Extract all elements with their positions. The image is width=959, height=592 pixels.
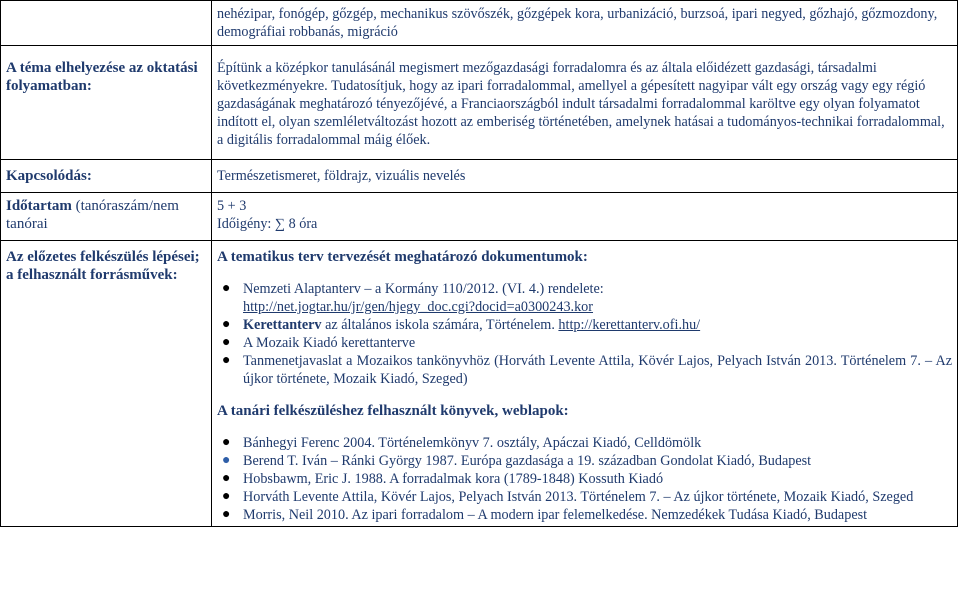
prep-label-cell <box>1 241 212 527</box>
list-item <box>222 352 952 388</box>
bullet-icon: ● <box>222 489 231 504</box>
book-text: Horváth Levente Attila, Kövér Lajos, Pelyach István 2013. Történelem 7. – Az újkor története, Mozaik Kiadó, Szeged <box>243 489 914 505</box>
prep-label: Az előzetes felkészülés lépései; a felhasznált forrásművek: <box>6 249 200 283</box>
placement-label-cell <box>1 46 212 160</box>
list-item <box>222 470 952 488</box>
list-item <box>222 488 952 506</box>
table-row <box>1 1 958 46</box>
doc-link[interactable]: http://kerettanterv.ofi.hu/ <box>558 317 701 333</box>
book-text: Hobsbawm, Eric J. 1988. A forradalmak kora (1789-1848) Kossuth Kiadó <box>243 471 664 487</box>
time-label-normal: (tanóraszám/nem tanórai <box>6 198 179 232</box>
empty-label-cell <box>1 1 212 46</box>
bullet-icon: ● <box>222 453 231 468</box>
doc-text: az általános iskola számára, Történelem. <box>321 317 559 333</box>
time-label-bold: Időtartam <box>6 198 72 214</box>
bullet-icon: ● <box>222 471 231 486</box>
placement-cell <box>212 46 958 160</box>
bullet-icon: ● <box>222 507 231 522</box>
list-item <box>222 434 952 452</box>
placement-label: A téma elhelyezése az oktatási folyamatban: <box>6 60 198 94</box>
doc-bold: Kerettanterv <box>243 317 322 333</box>
doc-text: Nemzeti Alaptanterv – a Kormány 110/2012. (VI. 4.) rendelete: <box>243 281 604 297</box>
bullet-icon: ● <box>222 353 231 368</box>
time-cell <box>212 193 958 241</box>
list-item <box>222 280 952 316</box>
table-row <box>1 46 958 160</box>
doc-text: Tanmenetjavaslat a Mozaikos tankönyvhöz (Horváth Levente Attila, Kövér Lajos, Pelyach István 2013. Történelem 7. – Az újkor története, Mozaik Kiadó, Szeged) <box>243 353 952 387</box>
table-row <box>1 241 958 527</box>
placement-text-a: Építünk a középkor tanulásánál megismert mezőgazdasági forradalomra és az általa előidézett gazdasági, társadalmi következményekre. <box>217 60 877 94</box>
connect-label: Kapcsolódás: <box>6 168 92 184</box>
time-line-2: Időigény: ∑ 8 óra <box>217 216 318 232</box>
docs-heading: A tematikus terv tervezését meghatározó dokumentumok: <box>217 249 588 265</box>
prep-cell <box>212 241 958 527</box>
doc-text: A Mozaik Kiadó kerettanterve <box>243 335 416 351</box>
time-line-1: 5 + 3 <box>217 198 247 214</box>
connect-text: Természetismeret, földrajz, vizuális nevelés <box>217 168 466 184</box>
list-item <box>222 334 952 352</box>
list-item <box>222 506 952 524</box>
time-label-cell <box>1 193 212 241</box>
bullet-icon: ● <box>222 317 231 332</box>
placement-text-b: Tudatosítjuk, hogy az ipari forradalommal, amellyel a gépesített nagyipar vált egy ország vagy egy régió gazdaságának meghatározó tényezőjévé, a Franciaországból indult társadalmi forradalommal karöltve egy olyan folyamatot indított el, olyan szemléletváltozást hozott az emberiség történetében, amelynek hatásai a tudományos-technikai forradalommal, a digitális forradalommal máig élőek. <box>217 78 945 148</box>
list-item <box>222 316 952 334</box>
book-text: Berend T. Iván – Ránki György 1987. Európa gazdasága a 19. században Gondolat Kiadó, Budapest <box>243 453 812 469</box>
doc-link[interactable]: http://net.jogtar.hu/jr/gen/hjegy_doc.cgi?docid=a0300243.kor <box>243 299 594 315</box>
connect-label-cell <box>1 160 212 193</box>
books-heading: A tanári felkészüléshez felhasznált könyvek, weblapok: <box>217 403 569 419</box>
bullet-icon: ● <box>222 335 231 350</box>
list-item <box>222 452 952 470</box>
book-text: Morris, Neil 2010. Az ipari forradalom – A modern ipar felemelkedése. Nemzedékek Tudása Kiadó, Budapest <box>243 507 868 523</box>
book-text: Bánhegyi Ferenc 2004. Történelemkönyv 7. osztály, Apáczai Kiadó, Celldömölk <box>243 435 702 451</box>
table-row <box>1 193 958 241</box>
connect-cell <box>212 160 958 193</box>
docs-list <box>217 280 952 388</box>
books-list <box>217 434 952 524</box>
bullet-icon: ● <box>222 281 231 296</box>
table-row <box>1 160 958 193</box>
keywords-cell <box>212 1 958 46</box>
bullet-icon: ● <box>222 435 231 450</box>
keywords-text: nehézipar, fonógép, gőzgép, mechanikus szövőszék, gőzgépek kora, urbanizáció, burzsoá, ipari negyed, gőzhajó, gőzmozdony, demográfiai robbanás, migráció <box>217 6 938 40</box>
